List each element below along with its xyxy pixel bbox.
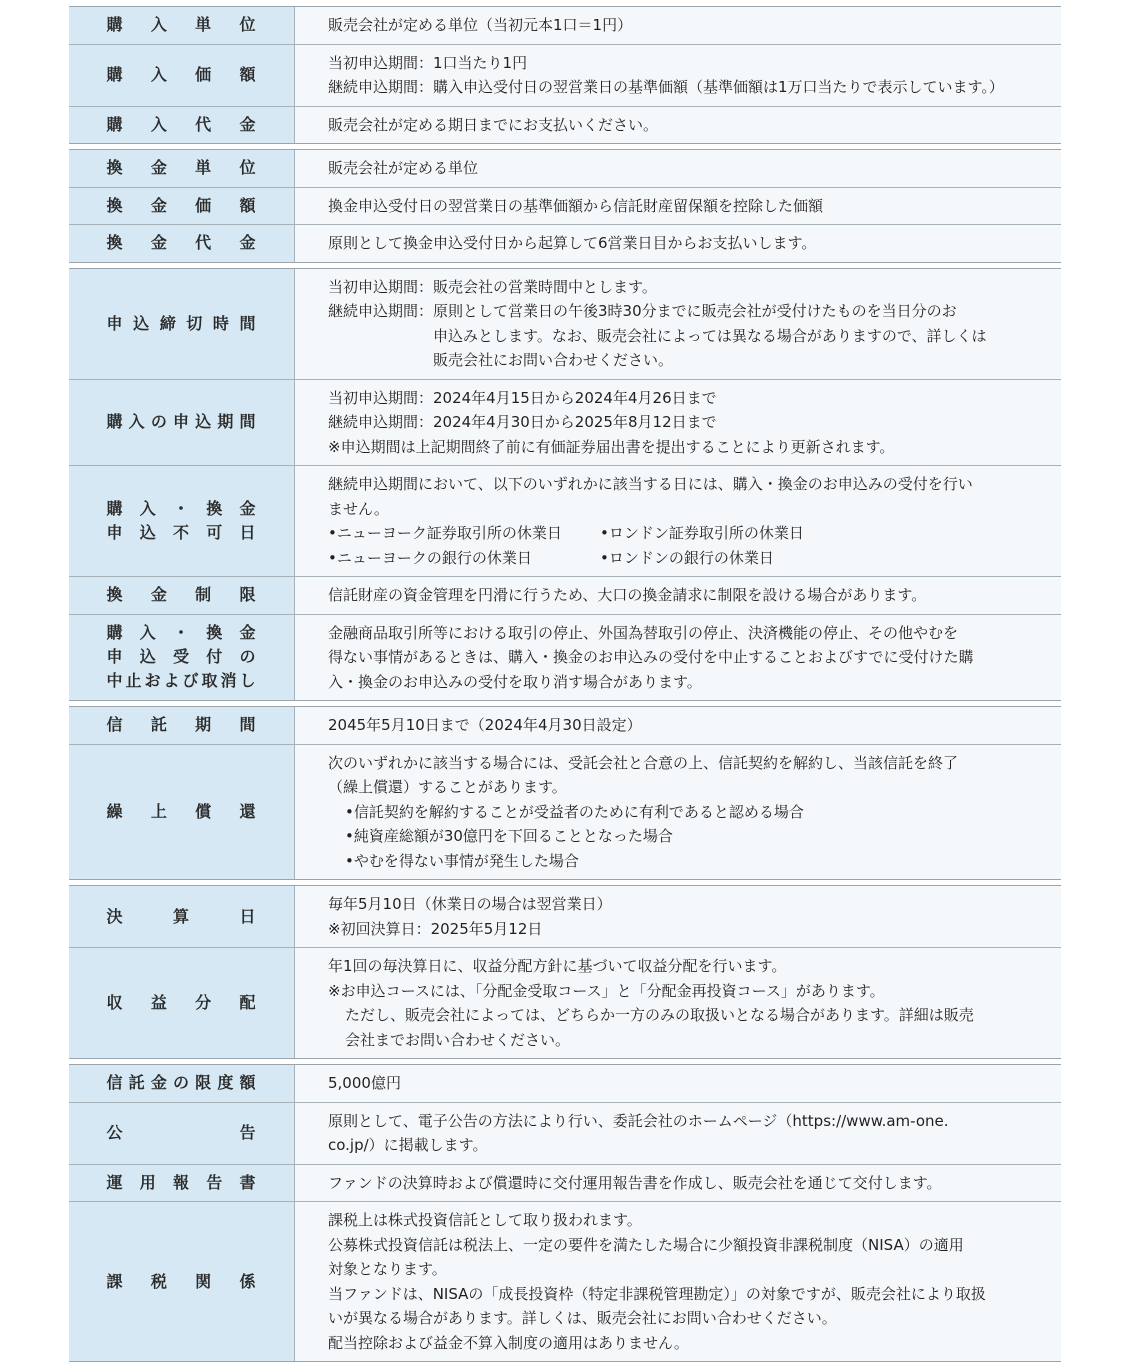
text-line: co.jp/）に掲載します。 [328,1136,488,1154]
row-content [295,7,1061,44]
row-content [295,948,1061,1058]
row-label-line: 収益分配 [106,993,257,1012]
text-line: 販売会社にお問い合わせください。 [433,351,674,369]
holiday-row [328,546,1031,571]
table-row [69,44,1061,106]
table-row [69,379,1061,466]
bullet-line: ただし、販売会社によっては、どちらか一方のみの取扱いとなる場合があります。詳細は販売 [345,1006,974,1024]
row-label [69,948,295,1058]
row-label-line: 購入・換金 [106,499,257,518]
text-line: 販売会社の営業時間中とします。 [433,277,657,296]
hang-value [433,275,657,300]
table-section [69,706,1061,880]
row-label-line: 購入価額 [106,65,257,84]
row-content [295,1202,1061,1361]
table-row [69,947,1061,1058]
hang-value [433,299,987,373]
text-line: 2045年5月10日まで（2024年4月30日設定） [328,716,642,734]
row-label-text [107,156,257,180]
hang-item [328,299,1031,373]
row-label [69,380,295,466]
row-label-line: 換金代金 [106,233,257,253]
holiday-item: •ニューヨークの銀行の休業日 [328,548,532,567]
row-label-line: 信託期間 [106,715,257,735]
row-label-line: 申込受付の [106,647,257,667]
row-label [69,188,295,225]
table-row [69,1164,1061,1202]
row-label-text [107,194,257,218]
row-content [295,225,1061,262]
row-label-text [107,63,257,87]
row-label-text [107,312,257,336]
row-content [295,577,1061,614]
row-content [295,745,1061,880]
text-line: 公募株式投資信託は税法上、一定の要件を満たした場合に少額投資非課税制度（NISA）の適用 [328,1235,964,1254]
bullet-line: 会社までお問い合わせください。 [345,1030,571,1049]
row-label [69,745,295,880]
text-line: 申込みとします。なお、販売会社によっては異なる場合がありますので、詳しくは [433,326,987,345]
row-label-text [107,231,257,255]
text-line: 換金申込受付日の翌営業日の基準価額から信託財産留保額を控除した価額 [328,196,824,215]
row-content [295,1103,1061,1164]
row-label-text [107,410,257,434]
text-line: 得ない事情があるときは、購入・換金のお申込みの受付を中止することおよびすでに受付けた購 [328,648,974,666]
table-section [69,149,1061,263]
text-line: 課税上は株式投資信託として取り扱われます。 [328,1211,642,1229]
table-row [69,707,1061,744]
row-label [69,707,295,744]
row-label-text [107,1071,257,1095]
text-line: 毎年5月10日（休業日の場合は翌営業日） [328,895,612,913]
row-label-text [107,583,257,607]
row-label-line: 購入の申込期間 [106,412,257,432]
bullet-line: •やむを得ない事情が発生した場合 [345,851,579,870]
text-line: 5,000億円 [328,1074,401,1092]
holiday-row [328,521,1031,546]
row-label-text [107,113,257,137]
row-label [69,466,295,576]
text-line: 当ファンドは、NISAの「成長投資枠（特定非課税管理勘定）」の対象ですが、販売会社により取扱 [328,1284,986,1303]
text-line: 当初申込期間：2024年4月15日から2024年4月26日まで [328,388,717,407]
table-row [69,150,1061,187]
text-line: 金融商品取引所等における取引の停止、外国為替取引の停止、決済機能の停止、その他やむを [328,623,959,642]
row-content [295,1165,1061,1202]
text-line: 原則として換金申込受付日から起算して6営業日目からお支払いします。 [328,234,817,252]
row-label-text [107,13,257,37]
text-line: ※初回決算日：2025年5月12日 [328,919,543,938]
row-content [295,707,1061,744]
row-label-line: 繰上償還 [106,801,257,821]
text-line: 販売会社が定める単位（当初元本1口＝1円） [328,16,633,34]
row-label-text [107,991,257,1015]
row-label-line: 課税関係 [106,1271,257,1291]
text-line: 入・換金のお申込みの受付を取り消す場合があります。 [328,672,702,691]
table-row [69,1201,1061,1361]
row-label-line: 換金単位 [106,158,257,178]
table-row [69,187,1061,225]
table-section [69,885,1061,1059]
row-content [295,615,1061,701]
table-row [69,1065,1061,1102]
row-label-line: 購入単位 [106,15,257,35]
text-line: 年1回の毎決算日に、収益分配方針に基づいて収益分配を行います。 [328,957,787,975]
row-label-line: 運用報告書 [106,1172,257,1192]
bullet-line: •純資産総額が30億円を下回ることとなった場合 [345,827,673,845]
row-label-line: 購入・換金 [106,623,257,643]
text-line: 原則として、電子公告の方法により行い、委託会社のホームページ（https://www.am-one. [328,1111,949,1130]
row-label-text [107,1171,257,1195]
text-line: 次のいずれかに該当する場合には、受託会社と合意の上、信託契約を解約し、当該信託を終了 [328,753,959,772]
text-line: 販売会社が定める期日までにお支払いください。 [328,115,659,134]
row-label [69,150,295,187]
row-label-line: 換金制限 [106,585,257,605]
text-line: 販売会社が定める単位 [328,159,479,177]
text-line: ファンドの決算時および償還時に交付運用報告書を作成し、販売会社を通じて交付します。 [328,1173,942,1192]
row-label-line: 信託金の限度額 [106,1073,257,1093]
row-label-text [107,497,257,545]
row-label [69,615,295,701]
table-row [69,269,1061,379]
table-section [69,6,1061,144]
table-row [69,1102,1061,1164]
row-label [69,1202,295,1361]
row-content [295,380,1061,466]
holiday-item: •ロンドン証券取引所の休業日 [600,524,804,542]
table-section [69,1064,1061,1362]
row-label [69,1065,295,1102]
text-line: 対象となります。 [328,1260,447,1278]
row-label-text [107,621,257,693]
row-content [295,150,1061,187]
table-row [69,744,1061,880]
row-label [69,45,295,106]
text-line: 信託財産の資金管理を円滑に行うため、大口の換金請求に制限を設ける場合があります。 [328,586,927,604]
fund-terms-table [69,6,1061,1362]
hang-key: 当初申込期間： [328,277,434,296]
row-content [295,466,1061,576]
row-content [295,1065,1061,1102]
row-label-line: 購入代金 [106,114,257,134]
text-line: ※お申込コースには、「分配金受取コース」と「分配金再投資コース」があります。 [328,981,885,1000]
row-content [295,107,1061,144]
table-row [69,465,1061,576]
row-label-line: 申込不可日 [106,523,257,542]
table-row [69,7,1061,44]
row-label-line: 換金価額 [106,195,257,215]
row-label [69,225,295,262]
row-label [69,1103,295,1164]
table-row [69,224,1061,262]
row-label [69,577,295,614]
bullet-line: •信託契約を解約することが受益者のために有利であると認める場合 [345,802,804,821]
text-line: いが異なる場合があります。詳しくは、販売会社にお問い合わせください。 [328,1309,837,1327]
row-label [69,1165,295,1202]
text-line: 配当控除および益金不算入制度の適用はありません。 [328,1333,689,1352]
text-line: 原則として営業日の午後3時30分までに販売会社が受付けたものを当日分のお [433,302,957,320]
table-row [69,106,1061,144]
text-line: 当初申込期間：1口当たり1円 [328,53,528,72]
row-content [295,45,1061,106]
row-label-line: 決算日 [106,906,257,926]
row-content [295,188,1061,225]
row-label [69,269,295,379]
row-label [69,886,295,947]
hang-item [328,275,1031,300]
hang-key: 継続申込期間： [328,302,434,320]
row-label-text [107,905,257,929]
row-content [295,886,1061,947]
table-row [69,576,1061,614]
row-label [69,107,295,144]
row-label-line: 中止および取消し [106,671,257,691]
row-label [69,7,295,44]
table-row [69,614,1061,701]
holiday-item: •ロンドンの銀行の休業日 [600,548,774,567]
row-label-line: 申込締切時間 [106,313,257,333]
row-label-line: 公告 [106,1123,257,1142]
text-line: （繰上償還）することがあります。 [328,778,567,796]
text-line: 継続申込期間：購入申込受付日の翌営業日の基準価額（基準価額は1万口当たりで表示しています。） [328,78,1004,96]
row-label-text [107,1121,257,1145]
table-section [69,268,1061,702]
text-line: ません。 [328,499,389,518]
row-content [295,269,1061,379]
row-label-text [107,800,257,824]
text-line: 継続申込期間において、以下のいずれかに該当する日には、購入・換金のお申込みの受付を行い [328,475,973,493]
text-line: 継続申込期間：2024年4月30日から2025年8月12日まで [328,413,717,431]
row-label-text [107,713,257,737]
row-label-text [107,1270,257,1294]
table-row [69,886,1061,947]
holiday-item: •ニューヨーク証券取引所の休業日 [328,524,562,542]
text-line: ※申込期間は上記期間終了前に有価証券届出書を提出することにより更新されます。 [328,437,895,456]
